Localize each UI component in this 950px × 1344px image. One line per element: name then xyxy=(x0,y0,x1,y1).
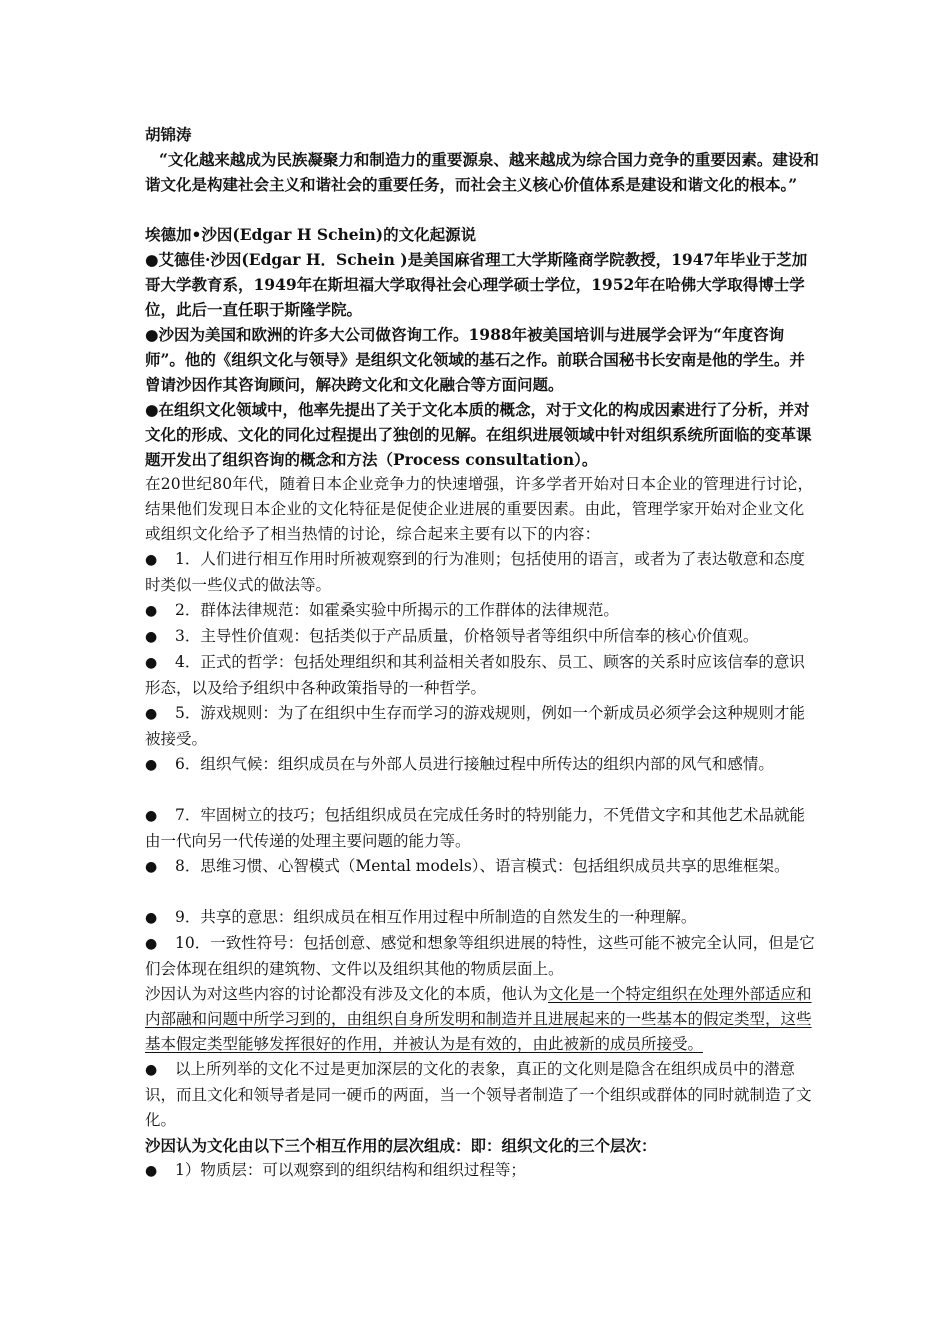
quote-paragraph: “文化越来越成为民族凝聚力和制造力的重要源泉、越来越成为综合国力竞争的重要因素。建设和谐文化是构建社会主义和谐社会的重要任务，而社会主义核心价值体系是建设和谐文化的根本。” xyxy=(145,150,819,194)
bullet-icon: ● xyxy=(145,629,158,645)
list-item xyxy=(145,598,820,624)
bullet-icon: ● xyxy=(145,1062,158,1078)
bullet-icon: ● xyxy=(145,706,158,722)
schein-view-text: 沙因认为对这些内容的讨论都没有涉及文化的本质，他认为 xyxy=(145,985,549,1003)
bio-paragraph-1: ●艾德佳·沙因(Edgar H．Schein )是美国麻省理工大学斯隆商学院教授，1947年毕业于芝加哥大学教育系，1949年在斯坦福大学取得社会心理学硕士学位，1952年在哈佛大学取得博士学位，此后一直任职于斯隆学院。 xyxy=(145,250,808,319)
bullet-icon: ● xyxy=(145,655,158,671)
section-title: 埃德加•沙因(Edgar H Schein)的文化起源说 xyxy=(145,225,477,244)
list-item-text: 10．一致性符号：包括创意、感觉和想象等组织进展的特性，这些可能不被完全认同，但是它们会体现在组织的建筑物、文件以及组织其他的物质层面上。 xyxy=(145,934,815,978)
bullet-icon: ● xyxy=(145,757,158,773)
list-item-text: 1．人们进行相互作用时所被观察到的行为准则；包括使用的语言，或者为了表达敬意和态度时类似一些仪式的做法等。 xyxy=(145,550,805,594)
schein-view-paragraph xyxy=(145,982,820,1057)
list-item-text: 2．群体法律规范：如霍桑实验中所揭示的工作群体的法律规范。 xyxy=(175,601,619,619)
list-item-text: 1）物质层：可以观察到的组织结构和组织过程等； xyxy=(175,1161,526,1179)
document-page xyxy=(145,122,820,1184)
bio-paragraph-2: ●沙因为美国和欧洲的许多大公司做咨询工作。1988年被美国培训与进展学会评为“年度咨询师”。他的《组织文化与领导》是组织文化领域的基石之作。前联合国秘书长安南是他的学生。并曾请沙因作其咨询顾问，解决跨文化和文化融合等方面问题。 xyxy=(145,325,805,394)
list-item xyxy=(145,650,820,701)
list-item xyxy=(145,905,820,931)
list-item xyxy=(145,1158,820,1184)
bullet-icon: ● xyxy=(145,936,158,952)
bullet-icon: ● xyxy=(145,859,158,875)
levels-heading: 沙因认为文化由以下三个相互作用的层次组成：即：组织文化的三个层次： xyxy=(145,1136,657,1155)
list-item xyxy=(145,931,820,982)
author-name: 胡锦涛 xyxy=(145,125,192,144)
list-item xyxy=(145,547,820,598)
list-item-text: 6．组织气候：组织成员在与外部人员进行接触过程中所传达的组织内部的风气和感情。 xyxy=(175,755,774,773)
list-item xyxy=(145,1057,820,1133)
list-item xyxy=(145,752,820,778)
list-item-text: 4．正式的哲学：包括处理组织和其利益相关者如股东、员工、顾客的关系时应该信奉的意识形态，以及给予组织中各种政策指导的一种哲学。 xyxy=(145,653,805,697)
culture-definition: 文化是一个特定组织在处理外部适应和内部融和问题中所学习到的，由组织自身所发明和制造并且进展起来的一些基本的假定类型，这些基本假定类型能够发挥很好的作用，并被认为是有效的，由此被新的成员所接受。 xyxy=(145,985,812,1053)
intro-paragraph: 在20世纪80年代，随着日本企业竞争力的快速增强，许多学者开始对日本企业的管理进行讨论，结果他们发现日本企业的文化特征是促使企业进展的重要因素。由此，管理学家开始对企业文化或组织文化给予了相当热情的讨论，综合起来主要有以下的内容： xyxy=(145,475,814,543)
bullet-icon: ● xyxy=(145,603,158,619)
blank-line xyxy=(145,880,820,905)
list-item xyxy=(145,854,820,880)
bullet-icon: ● xyxy=(145,910,158,926)
blank-line xyxy=(145,197,820,222)
list-item-text: 3．主导性价值观：包括类似于产品质量，价格领导者等组织中所信奉的核心价值观。 xyxy=(175,627,759,645)
bullet-icon: ● xyxy=(145,808,158,824)
list-item xyxy=(145,803,820,854)
list-item-text: 5．游戏规则：为了在组织中生存而学习的游戏规则，例如一个新成员必须学会这种规则才能被接受。 xyxy=(145,704,805,748)
blank-line xyxy=(145,778,820,803)
list-item-text: 8．思维习惯、心智模式（Mental models）、语言模式：包括组织成员共享的思维框架。 xyxy=(175,857,790,875)
list-item-text: 7．牢固树立的技巧；包括组织成员在完成任务时的特别能力，不凭借文字和其他艺术品就能由一代向另一代传递的处理主要问题的能力等。 xyxy=(145,806,805,850)
list-item xyxy=(145,624,820,650)
list-item xyxy=(145,701,820,752)
list-item-text: 9．共享的意思：组织成员在相互作用过程中所制造的自然发生的一种理解。 xyxy=(175,908,697,926)
bullet-icon: ● xyxy=(145,1163,158,1179)
bio-paragraph-3: ●在组织文化领域中，他率先提出了关于文化本质的概念，对于文化的构成因素进行了分析，并对文化的形成、文化的同化过程提出了独创的见解。在组织进展领域中针对组织系统所面临的变革课题开发出了组织咨询的概念和方法（Process consultation）。 xyxy=(145,400,812,469)
bullet-icon: ● xyxy=(145,552,158,568)
list-item-text: 以上所列举的文化不过是更加深层的文化的表象，真正的文化则是隐含在组织成员中的潜意识，而且文化和领导者是同一硬币的两面，当一个领导者制造了一个组织或群体的同时就制造了文化。 xyxy=(145,1060,812,1129)
